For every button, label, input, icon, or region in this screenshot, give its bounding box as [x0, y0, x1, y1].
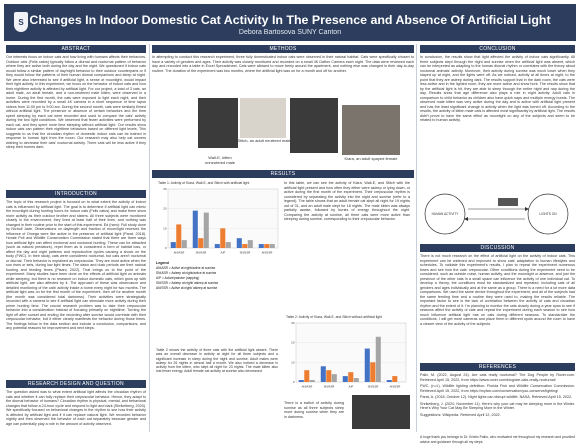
chart-bar-kiara — [387, 380, 392, 382]
discussion-text: There is not much research on the effect of artificial light on the activity of indoor cats. This experiment can be widened and improved to show cats' adaptation to human lifestyles and schedules. To validate this experiment's results, I plan to repeat the experiment numerous times and see how the cats' crepuscular. Other conditions during the experiment need to be considered, such as outside noise, human activity, and the moonlight or absence, and just the presence of the other cats in a small space can influence the activity of one individual cat. To develop a theory, the conditions must be standardized and repeated, including cats of all genders and ages individually and at the same as a group. There is a need for a lot more data comparisons. We used the same device throughout the experiment, and all of the subjects had the same feeding time and a routine they were used to, making the results reliable. The important factor to see is the lack of correlation between the activity of cats and circadian rhythm and the extent of it. I'm planning to monitor the cats closely during a year span to see if seasons affect the activity of cats and repeat the experiment during each season to see how much influence artificial light has on cats during different seasons. To standardize the conditions, I will get more cameras and place them in different spots around the room to have a clearer view of the activity of the subjects. — [420, 254, 575, 326]
chart-y-tick-label: 0 — [292, 380, 295, 384]
chart-x-tick-label: AN/ASR — [301, 384, 313, 389]
chart-bar-walle — [392, 376, 397, 382]
chart-bar-kiara — [343, 376, 348, 382]
chart-bar-walle — [304, 370, 309, 382]
chart-bar-walle — [326, 370, 331, 382]
references-list — [420, 373, 575, 435]
reference-item: FWC. (n.d.). Wildlife lighting definition. Florida Fish and Wildlife Conservation Commission. Retrieved April 15, 2022, from https://myfwc.com/conservation/you-conserve/lighting/ — [420, 384, 575, 393]
chart-y-tick-label: 10 — [163, 226, 167, 231]
methods-text: In attempting to conduct this research experiment, three fully domesticated indoor cats were observed in their natural habitat. Cats were specifically chosen to have a variety of genders and ages. Their activity was closely monitored and recorded on a small 4K Dafton Camera each night. The data were reviewed each day and recorded into a table in Excel Spreadsheet. Cats were allowed to move freely around the apartment, and nothing else was changed in their day-to-day routine. The duration of the experiment was two months, where the artificial light was on for a month and off for another. — [152, 55, 414, 73]
conclusion-heading: CONCLUSION — [420, 45, 575, 53]
discussion-heading: DISCUSSION — [420, 244, 575, 252]
conclusion-text: In conclusion, the results show that light affected the activity of indoor cats significantly. All three subjects slept through the night and sunrise when the artificial light was absent, which can be interpreted as adapting to the human diurnal rhythm or correlates with the theory about nocturnal animals' activity. Moreover, their activity during sunrise was much lower when they stayed up at night, and the lights were off. As we noticed, activity at all times at night, to the point that they are asleep during dark. The results support that in the dark room, the cats were less active and in the lighted room, they are more active and show hunt. The results show that by the artificial light is hit, they are able to sleep through the entire night and nap during the day. Results show that age difference also plays a role in night activity. Adult cats in comparison to child behavior as children also have quick naps and multiple energy bursts. The observed male kitten was very active during the day and is active with artificial light present and has the least significant change in activity when the light was turned off. According to the results, the activity of kitten male cats is affected most significantly by artificial light. The results didn't prove to have the same effect as moonlight on any of the subjects and seem to be related to human activity. — [420, 55, 575, 122]
abstract-heading: ABSTRACT — [6, 45, 146, 53]
chart-bar-kiara — [237, 238, 242, 248]
conclusion-diagram — [420, 189, 575, 239]
chart-bar-kiara — [365, 349, 370, 382]
chart-bar-walle — [370, 362, 375, 382]
chart-bar-walle — [264, 244, 269, 248]
legend-item-sn-asr: SN/ASR = Asleep at night/active at sunrise — [156, 271, 217, 275]
poster-author: Debora Bartosova SUNY Canton — [238, 29, 342, 36]
chart-y-tick-label: 10 — [291, 360, 295, 365]
chart-bar-stitch — [310, 380, 315, 382]
chart-x-tick-label: AN/ASR — [173, 250, 185, 255]
reference-item: Suggestions: Wikipedia. Retrieved April 12, 2022. — [420, 412, 501, 417]
legend-box — [156, 261, 281, 291]
reference-item: Parat, A. (2018, October 12). Night lights can disrupt wildlife. NASA. Retrieved April 15, 2022. — [420, 395, 573, 399]
caption-kiara: Kiara, an adult spayed female — [344, 156, 398, 161]
chart-bar-stitch — [332, 374, 337, 382]
caption-wall-e: Wall-E, kitten unneutered male — [204, 155, 236, 165]
table1-title: Table 1: Activity of Kiara, Wall-E, and Stitch with artificial light — [158, 181, 250, 185]
chart-x-tick-label: SN/SSR — [239, 250, 251, 255]
chart-bar-stitch — [248, 240, 253, 248]
chart-x-tick-label: AN/SSR — [261, 250, 273, 255]
abstract-text: Our interests focus on indoor cats and how living with humans affects their behaviors. Outdoor cats (Felis catus) typically follow a diurnal and nocturnal pattern of behavior where they are active both during the day and the night. We questioned if indoor cats would follow a similar pattern of day/night behavior to their outdoor counterparts or if they would follow the patterns of their human diurnal companions and sleep at night. We were also interested to see if artificial light, a sense of moonlight, would impact their light activity. In this experiment, we focus on the behavior of indoor cats and how their nighttime activity is affected by artificial light. For our project, a total of 3 cats, an adult male, an adult female, and a non-neutered male kitten, were observed in a home. During the first month, the cats were exposed to light each night, and their activities were recorded by a small 4K camera in a short sequence of time lapse videos from 11:00 pm to 9:00 am. During the second month, cats were similarly filmed without artificial light. The presence or absence of certain behaviors and the time spent sleeping by each cat were recorded and used to compare the cats' activity during the two light conditions. We observed that fewer activities were performed by each cat, and they spent more time sleeping without artificial light. Our results show indoor cats can pattern their nighttime behaviors based on different light levels. This suggests to us that the circadian rhythm of domestic indoor cats can be trained in response to human light from the moon. Our research may also help cat owners wishing to decrease their cats' nocturnal activity. There cats will be less active if they sleep their homes dark. — [6, 55, 146, 149]
chart-y-tick-label: 30 — [163, 187, 167, 191]
chart-x-tick-label: A/P — [220, 250, 226, 255]
chart-bar-walle — [176, 224, 181, 248]
chart-y-tick-label: 20 — [291, 340, 295, 345]
diagram-left-label: HUMAN ACTIVITY — [431, 212, 459, 216]
chart-bar-stitch — [226, 242, 231, 248]
chart-bar-stitch — [204, 213, 209, 248]
legend-heading: Legend — [156, 261, 169, 265]
wall-e-photo — [290, 98, 338, 153]
legend-item-a-p: A/P = Active/passive (napping) — [156, 276, 200, 280]
introduction-text: The topic of this research project is focused on to what extent the activity of indoor cats is influenced by artificial light. The goal is to determine if artificial light can mimic the moonlight during hunting hours for indoor cats (Felis catus) and make them show more activity as their outdoor brother and sisters. All three subjects were monitored closely in the environment, they lived at least half of their lives, and nothing was changed in their routine prior to the start of this experiment. Ed (ham): Full study done by Nicholl Jade. Observations on daylength and fraction of moon/light received the influence of Omega were like active in the presence of artificial light (Parat, 2018). Horale Poll and Wildlife Conservation Commission stated that there are three ways how artificial light can affect nocturnal and nocturnal hunting. These can be attracted (such as natural predators), repel them as is considered a form of habitat loss, or affect the day and night patterns and reproductive cycles causing a shock on the body (FWC). In their study, cats were considered nocturnal, but cats aren't nocturnal or diurnal. Their behavior is explained as crepuscular. They are most active when the sun rises or sets, during low light times. The dawn and dusk periods are their natural hunting and feeding times (Pisani, 2022). That brings us to the point of the experiment. Many studies have been done on the effects of artificial light on animals while sleeping, but there is no research on indoor domestic cats, which grow up with artificial light, are also affected by it. The approach of these was observance and detailed monitoring of the cats' activity inside a home every night for two months. The artificial light was on for the first month of the experiment, then off for another month (the month was considered total darkness). Their activities were strategically recorded with a camera to see if artificial light can stimulate more activity during their prime hunting time. The crucial research problem was to take their crepuscular behavior into a consideration instead of focusing primarily on nighttime. Turning the light off after sunset and ending the recording after sunrise would correlate with their crepuscular behavior, but it either clearly manifests the behavior during those times. The findings follow in the data section and include a conclusion, comparisons, and any potential reasons for improvement and next steps. — [6, 200, 146, 330]
introduction-heading: INTRODUCTION — [6, 190, 146, 198]
cat-photo-center — [240, 98, 286, 138]
chart-bar-walle — [348, 372, 353, 382]
research-design-heading: RESEARCH DESIGN AND QUESTION — [6, 380, 146, 388]
logo-letter: S — [18, 17, 24, 27]
chart-bar-stitch — [182, 240, 187, 248]
chart-x-tick-label: SN/SSR — [367, 384, 379, 389]
chart-bar-walle — [242, 244, 247, 248]
column-divider-left — [149, 44, 150, 432]
chart-table2 — [286, 321, 408, 391]
results-text-bottom: There is a switch of activity during sunrise as all three subjects sleep more during sunrise when they are in darkness. — [284, 401, 344, 419]
legend-item-an-asr: AN/ASR = Active at night/active at sunrise — [156, 266, 216, 270]
chart-bar-kiara — [321, 366, 326, 382]
chart-y-tick-label: 0 — [164, 246, 167, 250]
chart-bar-stitch — [270, 244, 275, 248]
caption-stitch: Stitch, an adult neutered male — [237, 138, 291, 143]
column-divider-right — [416, 44, 417, 432]
results-heading: RESULTS — [152, 170, 414, 178]
chart-bar-kiara — [259, 244, 264, 248]
chart-x-tick-label: SN/ASR — [323, 384, 335, 389]
diagram-right-label: LIGHTS ON — [539, 212, 557, 216]
chart-bar-kiara — [171, 242, 176, 248]
right-column — [420, 45, 575, 444]
chart-bar-kiara — [193, 211, 198, 248]
left-column — [6, 45, 146, 432]
cat-silhouette-icon — [498, 198, 518, 206]
research-design-text: The question asked was to what extent artificial light affects the circadian rhythm of cats and whether it can fully replace their crepuscular behavior. Hence, they adapt to the diurnal behavior of humans? Circadian rhythm is physical, mental, and behavioral changes that follow a 24-hour cycle and respond to light and dark (Shrikelberg, 2020). We specifically focused on behavioral changes in the rhythm to see how their activity is affected by artificial light and if it can replace natural light. We recorded behavior nightly and then observed the behavior of each cat separately because gender and age can potentially play a role in the amount of activity observed. — [6, 390, 147, 426]
chart-x-tick-label: SN/ASR — [195, 250, 207, 255]
chart-table1 — [158, 187, 280, 257]
chart-bar-walle — [198, 238, 203, 248]
reference-item: Shrikelberg, J. (2020, November 11). Here's why your cat may be sleeping more in the Winter. Here's Why Your Cat May Be Sleeping More in the Winter. — [420, 401, 575, 410]
references-heading: REFERENCES — [420, 363, 575, 371]
chart-bar-kiara — [299, 380, 304, 382]
poster-title: Changes In Indoor Domestic Cat Activity In The Presence and Absence Of Artificial Light — [29, 13, 551, 27]
chart-x-tick-label: A/P — [348, 384, 354, 389]
cats-photo-bottom — [352, 395, 410, 429]
kiara-photo — [342, 105, 400, 155]
chart-y-tick-label: 20 — [163, 206, 167, 211]
methods-heading: METHODS — [152, 45, 414, 53]
chart-bar-stitch — [376, 337, 381, 382]
chart-bar-walle — [220, 228, 225, 248]
results-text-left: Table 2 shows the activity of three cats with the artificial light absent. There was an overall decrease in activity at night for all three subjects and a significant increase in sleep during the night and sunrise. Adult males were asleep for 26 nights in almost half a month. We also noticed a decrease in activity from the kitten, who slept all night for 23 nights. The male kitten also lost fewer energy. Adult female cat activity at sunrise also decreased. — [156, 348, 278, 374]
reference-item: Paliv, M. (2022, August 24). Are cats really nocturnal? The Dog People by Rover.com. Retrieved April 15, 2022, from https://www.rover.com/blog/are-cats-really-nocturnal/ — [420, 373, 575, 382]
table2-title: Table 2: Activity of Kiara, Wall-E, and Stitch without artificial light — [286, 315, 382, 319]
acknowledgement-text: A huge thank you belongs to Dr. Kristin Pallor, who motivated me throughout my research and provided advice and guidance through all my steps. — [420, 435, 575, 444]
poster-header — [4, 4, 576, 41]
results-text-right: In this table, we can see the activity of Kiara, Wall-E, and Stitch with the artificial light present and how often they either were asleep or lying down, or active during the first month of the experiment. Their crepuscular rhythm is considered by separating the activity into the night and sunrise (refer to a legend). The table shows that an adult female cat slept all night for 19 nights out of 31, and an adult male slept for 18 nights. The male kitten was always partially awake, followed by bursts of energy throughout the night. Comparing the activity at sunrise, all three cats were more active than sleeping during sunrise, corresponding to their crepuscular behavior. — [284, 181, 410, 221]
chart-bar-kiara — [215, 244, 220, 248]
legend-item-an-ssr: AN/SSR = Active at night/ asleep at sunrise — [156, 286, 218, 290]
chart-x-tick-label: AN/SSR — [389, 384, 401, 389]
legend-item-sn-ssr: SN/SSR = Asleep at night/ asleep at sunrise — [156, 281, 219, 285]
middle-column — [152, 45, 414, 432]
chart-bar-stitch — [354, 378, 359, 382]
chart-y-tick-label: 30 — [291, 321, 295, 325]
